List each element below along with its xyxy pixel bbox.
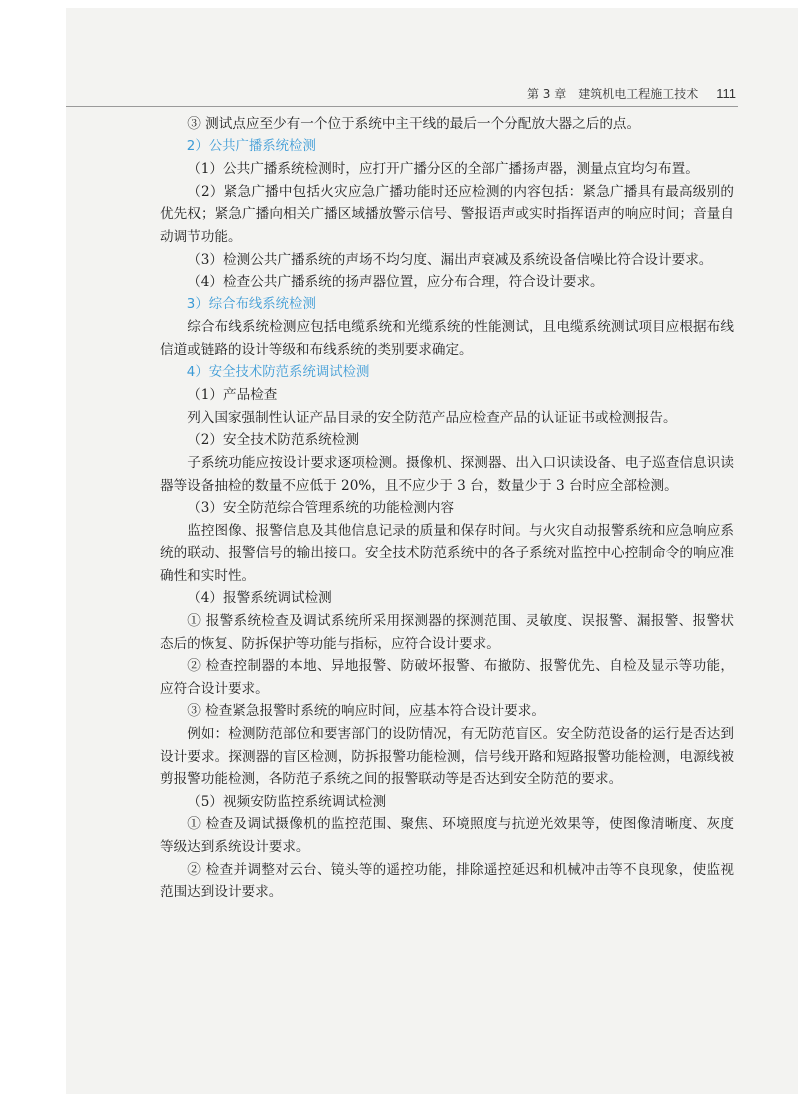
subheading: （2）安全技术防范系统检测 bbox=[187, 432, 359, 449]
section-heading: 4）安全技术防范系统调试检测 bbox=[186, 364, 370, 380]
paragraph: （4）检查公共广播系统的扬声器位置，应分布合理，符合设计要求。 bbox=[187, 274, 604, 291]
paragraph: ① 报警系统检查及调试系统所采用探测器的探测范围、灵敏度、误报警、漏报警、报警状态后的恢复、防拆保护等功能与指标，应符合设计要求。 bbox=[160, 613, 734, 652]
paragraph: 列入国家强制性认证产品目录的安全防范产品应检查产品的认证证书或检测报告。 bbox=[187, 409, 677, 426]
paragraph: 监控图像、报警信息及其他信息记录的质量和保存时间。与火灾自动报警系统和应急响应系统的联动、报警信号的输出接口。安全技术防范系统中的各子系统对监控中心控制命令的响应准确性和实时性。 bbox=[160, 522, 734, 584]
paragraph: ① 检查及调试摄像机的监控范围、聚焦、环境照度与抗逆光效果等，使图像清晰度、灰度等级达到系统设计要求。 bbox=[160, 816, 734, 855]
section-heading: 2）公共广播系统检测 bbox=[186, 138, 316, 154]
paragraph: ② 检查并调整对云台、镜头等的遥控功能，排除遥控延迟和机械冲击等不良现象，使监视范围达到设计要求。 bbox=[160, 861, 734, 901]
paragraph: 例如：检测防范部位和要害部门的设防情况，有无防范盲区。安全防范设备的运行是否达到设计要求。探测器的盲区检测，防拆报警功能检测，信号线开路和短路报警功能检测，电源线被剪报警功能检测，各防范子系统之间的报警联动等是否达到安全防范的要求。 bbox=[160, 726, 734, 788]
subheading: （5）视频安防监控系统调试检测 bbox=[187, 793, 387, 810]
paragraph: ③ 测试点应至少有一个位于系统中主干线的最后一个分配放大器之后的点。 bbox=[187, 116, 641, 132]
paragraph: 子系统功能应按设计要求逐项检测。摄像机、探测器、出入口识读设备、电子巡查信息识读器等设备抽检的数量不应低于 20%，且不应少于 3 台，数量少于 3 台时应全部检测。 bbox=[160, 454, 734, 494]
subheading: （1）产品检查 bbox=[187, 387, 278, 404]
paragraph: ③ 检查紧急报警时系统的响应时间，应基本符合设计要求。 bbox=[187, 703, 545, 720]
paragraph: （1）公共广播系统检测时，应打开广播分区的全部广播扬声器，测量点宜均匀布置。 bbox=[187, 161, 699, 178]
subheading: （4）报警系统调试检测 bbox=[187, 590, 332, 607]
subheading: （3）安全防范综合管理系统的功能检测内容 bbox=[187, 500, 455, 517]
page-number: 111 bbox=[716, 86, 736, 101]
section-heading: 3）综合布线系统检测 bbox=[186, 296, 316, 312]
body-text bbox=[160, 113, 734, 904]
paragraph: （3）检测公共广播系统的声场不均匀度、漏出声衰减及系统设备信噪比符合设计要求。 bbox=[187, 251, 713, 268]
paragraph: ② 检查控制器的本地、异地报警、防破坏报警、布撤防、报警优先、自检及显示等功能，应符合设计要求。 bbox=[160, 658, 734, 697]
paragraph: 综合布线系统检测应包括电缆系统和光缆系统的性能测试，且电缆系统测试项目应根据布线信道或链路的设计等级和布线系统的类别要求确定。 bbox=[160, 319, 734, 358]
running-header bbox=[66, 84, 738, 107]
chapter-title: 第 3 章 建筑机电工程施工技术 bbox=[526, 87, 699, 101]
paragraph: （2）紧急广播中包括火灾应急广播功能时还应检测的内容包括：紧急广播具有最高级别的优先权；紧急广播向相关广播区域播放警示信号、警报语声或实时指挥语声的响应时间；音量自动调节功能。 bbox=[160, 183, 734, 245]
